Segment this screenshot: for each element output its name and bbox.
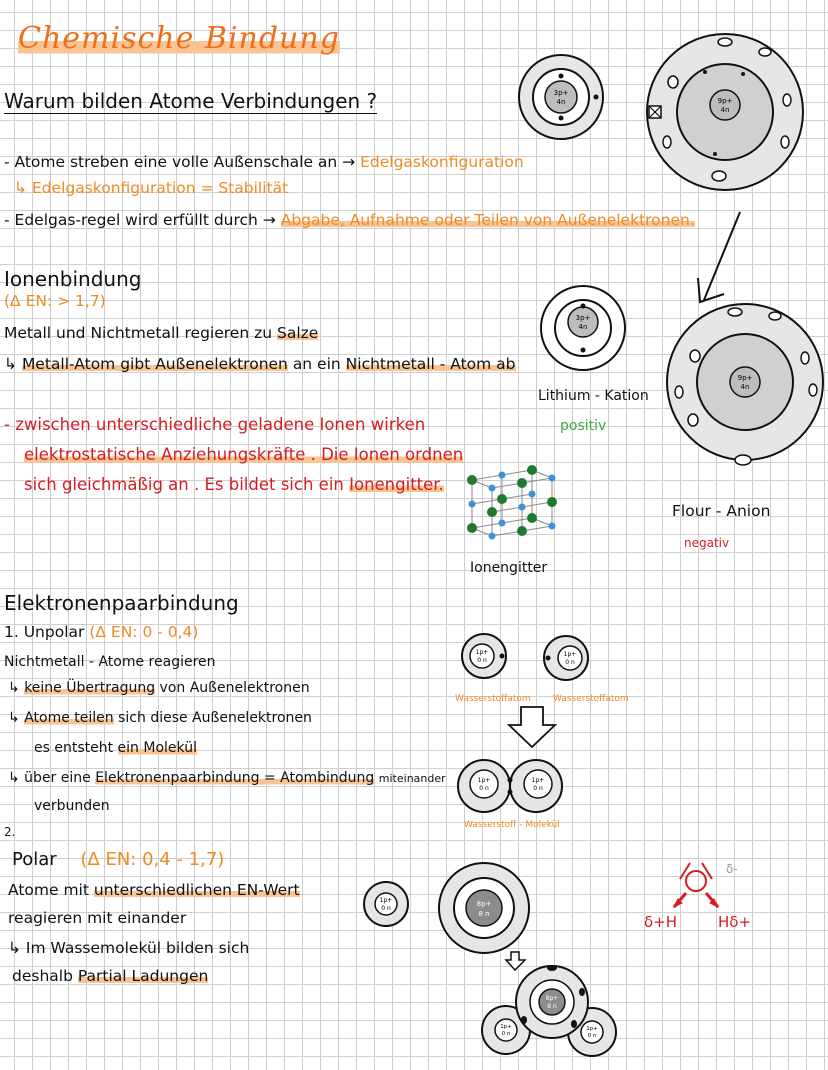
ionic-line-1 <box>4 325 318 343</box>
cov-line-5-b: Elektronenpaarbindung = Atombindung <box>95 770 375 786</box>
li-cation-protons: 3p+ <box>575 314 591 322</box>
h2-left-protons: 1p+ <box>477 777 491 784</box>
h2-right-neutrons: 0 n <box>533 785 543 792</box>
cov-line-2-b: keine Übertragung <box>24 680 156 696</box>
ionic-line-2-c: an ein <box>292 355 341 373</box>
cov-line-6: verbunden <box>34 798 110 814</box>
polar-line-4 <box>12 968 208 986</box>
water-h-right: Hδ+ <box>718 913 752 931</box>
ionic-line-2 <box>4 356 516 374</box>
water-h-right-protons: 1p+ <box>586 1026 598 1032</box>
intro-line-1-orange: Edelgaskonfiguration <box>360 153 524 171</box>
ionic-red-3-text: sich gleichmäßig an . Es bildet sich ein <box>24 475 344 494</box>
ionic-red-3 <box>24 476 444 495</box>
water-o-protons: 8p+ <box>545 995 559 1002</box>
h-right-protons: 1p+ <box>563 651 577 658</box>
water-o-charge: δ- <box>726 862 738 876</box>
li-top-neutrons: 4n <box>556 98 566 106</box>
reaction-arrow-icon <box>507 705 557 749</box>
h2-right-protons: 1p+ <box>531 777 545 784</box>
h-left-protons: 1p+ <box>475 649 489 656</box>
ionic-line-1-a: Metall und Nichtmetall regieren zu <box>4 324 273 342</box>
cov-line-1: Nichtmetall - Atome reagieren <box>4 654 216 670</box>
hydrogen-atom-right <box>542 634 592 684</box>
water-partial-charge <box>640 845 790 935</box>
nonpolar-line <box>4 624 198 642</box>
ionic-line-2-d: Nichtmetall - Atom ab <box>345 355 516 373</box>
intro-line-1 <box>4 154 524 172</box>
fluor-label: Flour - Anion <box>672 502 771 520</box>
polar-line-4-a: deshalb <box>12 967 73 985</box>
li-cation-neutrons: 4n <box>578 323 588 331</box>
polar-line-1-a: Atome mit <box>8 881 89 899</box>
lithium-label: Lithium - Kation <box>538 388 649 404</box>
intro-line-2: ↳ Edelgaskonfiguration = Stabilität <box>14 179 289 197</box>
f-top-neutrons: 4n <box>720 106 730 114</box>
polar-line-2: reagieren mit einander <box>8 909 187 927</box>
cov-line-4 <box>34 740 197 756</box>
polar-en: (Δ EN: 0,4 - 1,7) <box>80 849 225 870</box>
o-neutrons: 8 n <box>478 910 490 918</box>
polar-line-4-b: Partial Ladungen <box>77 967 209 985</box>
cov-line-3-a: ↳ <box>8 710 20 726</box>
h-right-neutrons: 0 n <box>565 659 575 666</box>
h2-left-neutrons: 0 n <box>479 785 489 792</box>
hydrogen-atom-left <box>460 632 510 682</box>
polar-line-1 <box>8 882 300 900</box>
polar-hydrogen-atom <box>362 880 412 930</box>
intro-line-3-text: - Edelgas-regel wird erfüllt durch → <box>4 211 276 229</box>
water-o-neutrons: 8 n <box>547 1003 557 1010</box>
ionic-line-2-a: ↳ <box>4 355 17 373</box>
lithium-cation <box>538 283 628 373</box>
li-top-protons: 3p+ <box>553 89 569 97</box>
h-molecule-label: Wasserstoff - Molekül <box>464 820 560 830</box>
ionic-line-1-b: Salze <box>276 324 319 342</box>
fluor-atom-top <box>645 32 805 192</box>
cov-line-5-a: ↳ über eine <box>8 770 91 786</box>
polar-line-3: ↳ Im Wassemolekül bilden sich <box>8 939 250 957</box>
polar-label: Polar <box>12 849 57 870</box>
o-protons: 8p+ <box>476 900 492 908</box>
water-h-left-protons: 1p+ <box>500 1024 512 1030</box>
lattice-label: Ionengitter <box>470 560 548 576</box>
polar-oxygen-atom <box>436 860 532 956</box>
ionic-red-1: - zwischen unterschiedliche geladene Ionen wirken <box>4 415 426 434</box>
water-molecule <box>478 962 628 1062</box>
h-atom-label-left: Wasserstoffatom <box>455 694 531 704</box>
cov-line-5-c: miteinander <box>378 772 446 785</box>
cov-line-3-b: Atome teilen <box>24 710 114 726</box>
transfer-arrow-icon <box>690 208 750 308</box>
fluor-sign: negativ <box>684 536 730 550</box>
water-h-left-neutrons: 0 n <box>501 1031 511 1037</box>
ionic-line-2-b: Metall-Atom gibt Außenelektronen <box>21 355 288 373</box>
intro-line-1-text: - Atome streben eine volle Außenschale an → <box>4 153 356 171</box>
intro-question: Warum bilden Atome Verbindungen ? <box>4 89 378 113</box>
cov-line-2-c: von Außenelektronen <box>159 680 310 696</box>
fluor-anion <box>665 300 825 470</box>
polar-line <box>12 850 224 871</box>
ionic-red-2: elektrostatische Anziehungskräfte . Die Ionen ordnen <box>24 445 464 464</box>
cov-line-2-a: ↳ <box>8 680 20 696</box>
polar-number: 2. <box>4 825 16 839</box>
cov-line-3-c: sich diese Außenelektronen <box>118 710 312 726</box>
water-h-left: δ+H <box>644 913 678 931</box>
lithium-atom-top <box>516 52 606 142</box>
intro-line-3 <box>4 212 695 230</box>
f-top-protons: 9p+ <box>717 97 733 105</box>
cov-line-4-a: es entsteht <box>34 740 114 756</box>
nonpolar-en: (Δ EN: 0 - 0,4) <box>89 623 199 641</box>
hydrogen-molecule <box>456 756 566 816</box>
lithium-sign: positiv <box>560 418 607 434</box>
cov-line-2 <box>8 680 310 696</box>
f-anion-protons: 9p+ <box>737 374 753 382</box>
water-h-right-neutrons: 0 n <box>587 1033 597 1039</box>
h-atom-label-right: Wasserstoffatom <box>553 694 629 704</box>
f-anion-neutrons: 4n <box>740 383 750 391</box>
polar-line-1-b: unterschiedlichen EN-Wert <box>93 881 300 899</box>
cov-line-5 <box>8 770 446 786</box>
intro-line-3-orange: Abgabe, Aufnahme oder Teilen von Außenelektronen. <box>280 211 695 229</box>
ion-lattice-icon <box>462 452 572 552</box>
covalent-heading: Elektronenpaarbindung <box>4 591 239 615</box>
page-title: Chemische Bindung <box>18 21 340 56</box>
polar-h-protons: 1p+ <box>379 897 393 904</box>
polar-h-neutrons: 0 n <box>381 905 391 912</box>
cov-line-3 <box>8 710 312 726</box>
nonpolar-label: 1. Unpolar <box>4 623 85 641</box>
h-left-neutrons: 0 n <box>477 657 487 664</box>
ionic-heading: Ionenbindung <box>4 267 142 291</box>
cov-line-4-b: ein Molekül <box>117 740 197 756</box>
ionic-red-3-hl: Ionengitter. <box>349 475 444 494</box>
ionic-en: (Δ EN: > 1,7) <box>4 292 106 310</box>
